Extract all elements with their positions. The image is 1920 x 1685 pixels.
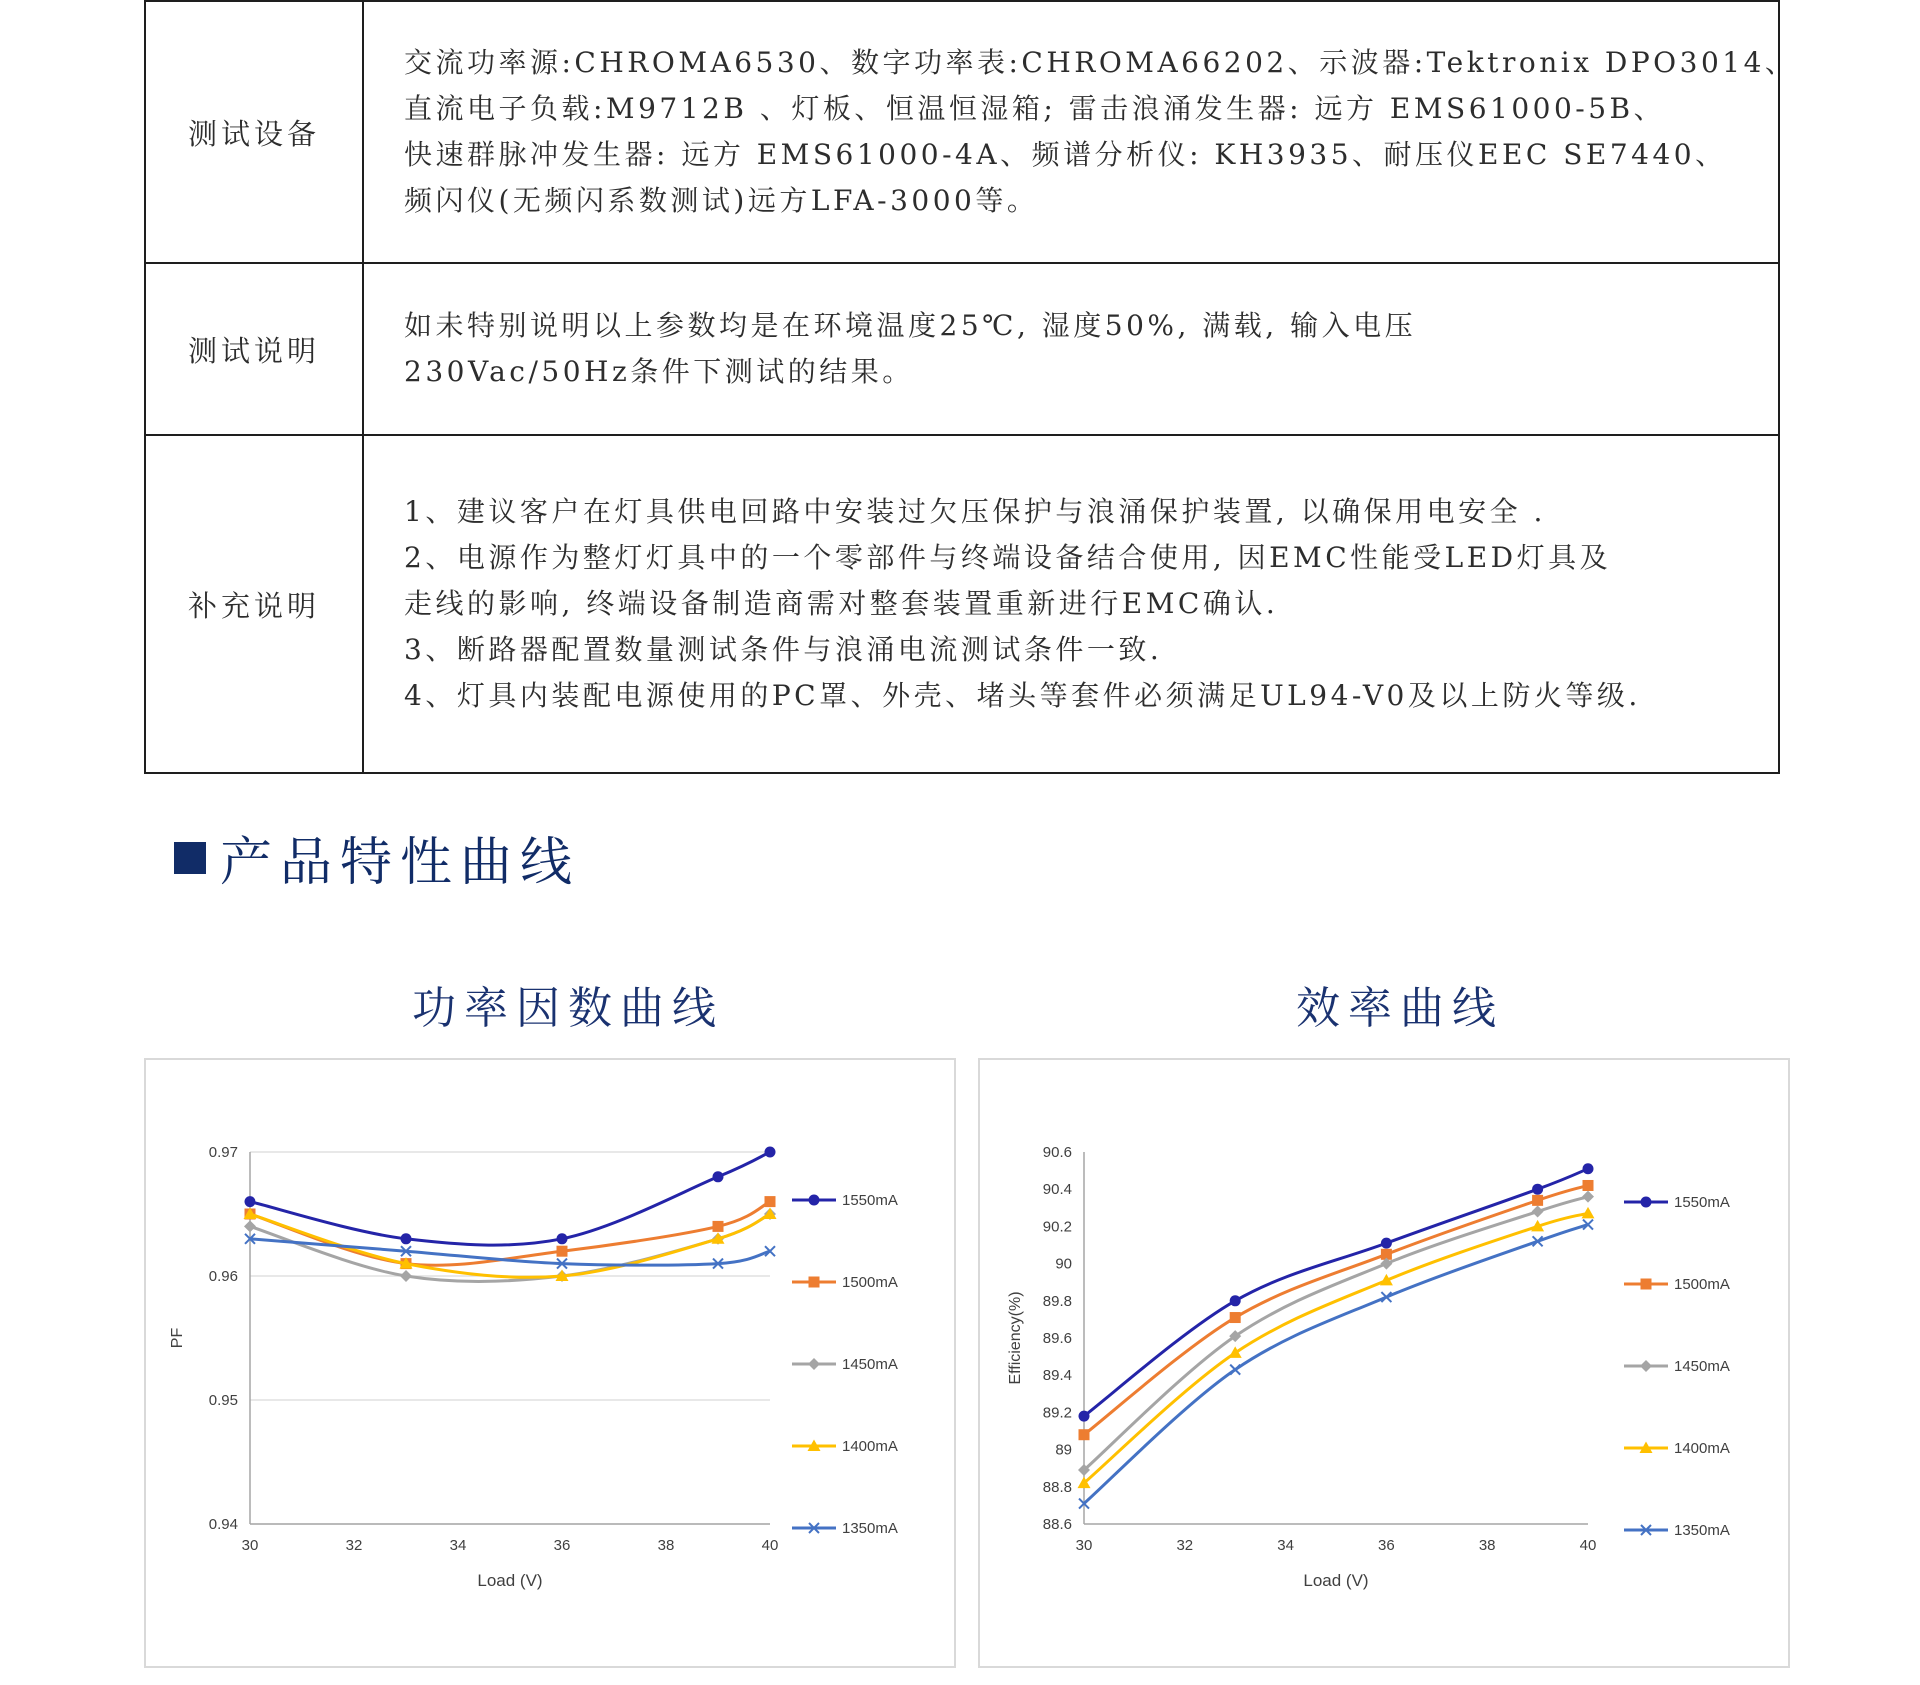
efficiency-data-point-1550mA [1079,1411,1090,1422]
pf-data-point-1500mA [557,1246,568,1257]
pf-ytick-label: 0.95 [208,1392,238,1409]
efficiency-ytick-label: 89.2 [1042,1404,1072,1422]
spec-row-supplement [145,435,1779,773]
efficiency-xtick-label: 40 [1579,1537,1597,1554]
spec-line: 走线的影响, 终端设备制造商需对整套装置重新进行EMC确认. [404,587,1279,620]
efficiency-data-point-1550mA [1381,1238,1392,1249]
efficiency-ytick-label: 88.6 [1042,1516,1072,1533]
efficiency-legend-label-1400mA: 1400mA [1674,1440,1730,1457]
efficiency-xtick-label: 32 [1176,1537,1194,1554]
efficiency-legend-label-1550mA: 1550mA [1674,1194,1730,1211]
spec-line: 直流电子负载:M9712B 、灯板、恒温恒湿箱; 雷击浪涌发生器: 远方 EMS61000-5B、 [404,92,1666,125]
spec-label-equipment: 测试设备 [145,1,363,263]
pf-legend-label-1350mA: 1350mA [842,1520,898,1537]
spec-label-supplement: 补充说明 [145,435,363,773]
efficiency-ytick-label: 90.2 [1042,1218,1072,1236]
pf-data-point-1500mA [765,1196,776,1207]
pf-chart-title: 功率因数曲线 [412,983,724,1034]
efficiency-xtick-label: 30 [1075,1537,1093,1554]
pf-chart-panel [144,1058,956,1668]
pf-ytick-label: 0.97 [208,1144,238,1161]
pf-data-point-1450mA [244,1220,256,1232]
pf-data-point-1550mA [713,1171,724,1182]
spec-line: 4、灯具内装配电源使用的PC罩、外壳、堵头等套件必须满足UL94-V0及以上防火等级. [404,679,1641,712]
efficiency-y-axis-label: Efficiency(%) [1007,1291,1024,1385]
efficiency-series-line-1350mA [1084,1225,1588,1504]
spec-line: 2、电源作为整灯灯具中的一个零部件与终端设备结合使用, 因EMC性能受LED灯具及 [404,541,1612,574]
efficiency-legend-label-1350mA: 1350mA [1674,1522,1730,1539]
efficiency-ytick-label: 89.4 [1042,1367,1072,1385]
efficiency-legend-marker-1550mA [1641,1197,1652,1208]
spec-line: 3、断路器配置数量测试条件与浪涌电流测试条件一致. [404,633,1163,666]
efficiency-series-line-1450mA [1084,1197,1588,1470]
efficiency-data-point-1500mA [1532,1195,1543,1206]
spec-line: 快速群脉冲发生器: 远方 EMS61000-4A、频谱分析仪: KH3935、耐压仪EEC SE7440、 [404,138,1727,171]
section-heading [174,820,580,895]
efficiency-x-axis-label: Load (V) [1303,1571,1369,1590]
spec-line: 交流功率源:CHROMA6530、数字功率表:CHROMA66202、示波器:Tektronix DPO3014、 [404,46,1797,79]
pf-data-point-1550mA [401,1233,412,1244]
pf-xtick-label: 40 [761,1537,779,1554]
pf-ytick-label: 0.94 [208,1516,238,1533]
spec-line: 频闪仪(无频闪系数测试)远方LFA-3000等。 [404,184,1039,217]
efficiency-ytick-label: 90.4 [1042,1181,1072,1199]
efficiency-chart-title: 效率曲线 [1296,983,1504,1034]
efficiency-data-point-1500mA [1079,1429,1090,1440]
efficiency-data-point-1550mA [1532,1184,1543,1195]
efficiency-chart-panel [978,1058,1790,1668]
pf-legend-marker-1500mA [809,1277,820,1288]
pf-xtick-label: 32 [345,1537,363,1554]
efficiency-data-point-1550mA [1583,1163,1594,1174]
pf-data-point-1550mA [765,1147,776,1158]
efficiency-series-line-1400mA [1084,1213,1588,1483]
pf-legend-marker-1450mA [808,1358,820,1370]
pf-data-point-1500mA [713,1221,724,1232]
efficiency-ytick-label: 89.8 [1042,1292,1072,1310]
pf-legend-label-1550mA: 1550mA [842,1192,898,1209]
spec-label-test-note: 测试说明 [145,263,363,435]
efficiency-data-point-1550mA [1230,1295,1241,1306]
efficiency-legend-marker-1500mA [1641,1279,1652,1290]
efficiency-ytick-label: 89 [1055,1441,1072,1459]
pf-data-point-1550mA [557,1233,568,1244]
efficiency-data-point-1500mA [1230,1312,1241,1323]
efficiency-xtick-label: 34 [1277,1537,1294,1554]
pf-xtick-label: 36 [553,1537,571,1554]
pf-xtick-label: 30 [241,1537,259,1554]
efficiency-legend-marker-1450mA [1640,1360,1652,1372]
efficiency-data-point-1500mA [1583,1180,1594,1191]
efficiency-ytick-label: 89.6 [1042,1330,1072,1347]
pf-xtick-label: 34 [449,1537,467,1554]
efficiency-data-point-1450mA [1582,1191,1594,1203]
heading-square-icon [174,842,206,874]
spec-line: 如未特别说明以上参数均是在环境温度25℃, 湿度50%, 满载, 输入电压 [404,309,1417,342]
spec-body-equipment [363,1,1797,263]
efficiency-ytick-label: 88.8 [1042,1478,1072,1496]
efficiency-xtick-label: 38 [1478,1537,1496,1554]
efficiency-data-point-1350mA [1230,1365,1240,1375]
spec-row-equipment [145,1,1779,263]
spec-line: 1、建议客户在灯具供电回路中安装过欠压保护与浪涌保护装置, 以确保用电安全 . [404,495,1546,528]
pf-ytick-label: 0.96 [208,1268,238,1285]
pf-legend-label-1400mA: 1400mA [842,1438,898,1455]
pf-xtick-label: 38 [657,1537,675,1554]
pf-x-axis-label: Load (V) [477,1571,543,1590]
efficiency-data-point-1450mA [1532,1206,1544,1218]
efficiency-legend-label-1450mA: 1450mA [1674,1358,1730,1375]
section-heading-text: 产品特性曲线 [220,833,581,893]
pf-legend-label-1450mA: 1450mA [842,1356,898,1373]
pf-y-axis-label: PF [169,1327,186,1349]
spec-table [144,0,1797,774]
pf-data-point-1450mA [400,1270,412,1282]
efficiency-data-point-1400mA [1582,1207,1595,1219]
efficiency-ytick-label: 90 [1055,1255,1072,1273]
efficiency-xtick-label: 36 [1378,1537,1395,1554]
pf-data-point-1550mA [245,1196,256,1207]
efficiency-chart [980,1060,1788,1666]
spec-row-test-note [145,263,1779,435]
pf-legend-label-1500mA: 1500mA [842,1274,898,1291]
efficiency-ytick-label: 90.6 [1042,1144,1072,1161]
efficiency-series-line-1550mA [1084,1169,1588,1416]
pf-chart [146,1060,954,1666]
spec-body-test-note [363,263,1779,435]
efficiency-legend-label-1500mA: 1500mA [1674,1276,1730,1293]
pf-legend-marker-1550mA [809,1195,820,1206]
spec-line: 230Vac/50Hz条件下测试的结果。 [404,355,914,388]
spec-body-supplement [363,435,1779,773]
